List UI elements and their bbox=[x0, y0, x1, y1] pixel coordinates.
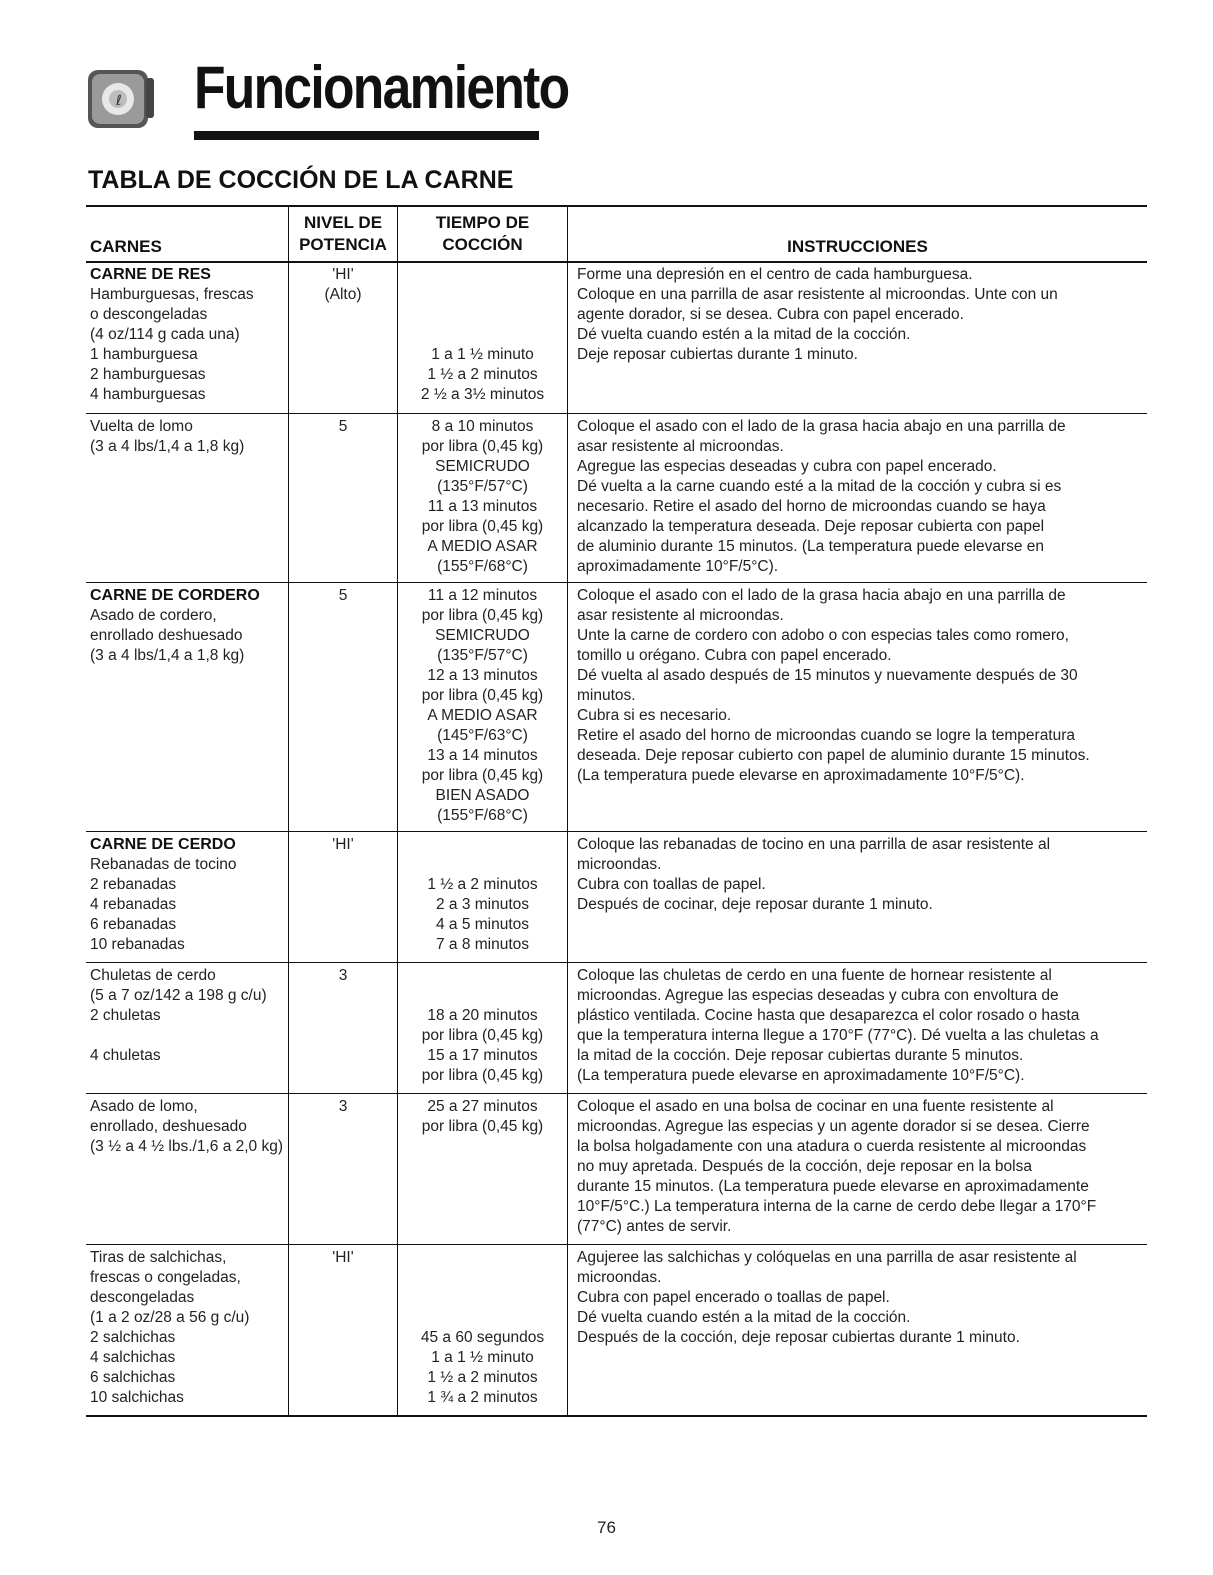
row-divider bbox=[86, 1244, 1147, 1245]
cooking-time: 25 a 27 minutos por libra (0,45 kg) bbox=[421, 1098, 544, 1135]
table-row-meat bbox=[90, 265, 254, 405]
table-row-meat bbox=[90, 417, 244, 457]
meat-description: Vuelta de lomo (3 a 4 lbs/1,4 a 1,8 kg) bbox=[90, 418, 245, 455]
meat-description: Hamburguesas, frescas o descongeladas (4 oz/114 g cada una) 1 hamburguesa 2 hamburguesas 4 hamburguesas bbox=[90, 286, 254, 403]
meat-description: Rebanadas de tocino 2 rebanadas 4 rebanadas 6 rebanadas 10 rebanadas bbox=[90, 856, 237, 953]
row-divider bbox=[86, 413, 1147, 414]
page-number: 76 bbox=[597, 1518, 616, 1537]
column-header-carnes: CARNES bbox=[90, 237, 162, 256]
microwave-logo-icon bbox=[86, 64, 156, 132]
column-header-nivel bbox=[289, 212, 397, 256]
column-header-tiempo-line: TIEMPO DE bbox=[435, 213, 530, 232]
power-level: 3 bbox=[338, 1098, 348, 1115]
instructions-text: Agujeree las salchichas y colóquelas en una parrilla de asar resistente al microondas. Cubra con papel encerado o toallas de papel. Dé vuelta cuando estén a la mitad de la cocción. Después de la cocción, deje reposar cubiertas durante 1 minuto. bbox=[577, 1249, 1077, 1346]
power-level: 'HI' (Alto) bbox=[324, 266, 362, 303]
instructions-text: Forme una depresión en el centro de cada hamburguesa. Coloque en una parrilla de asar resistente al microondas. Unte con un agente dorador, si se desea. Cubra con papel encerado. Dé vuelta cuando estén a la mitad de la cocción. Deje reposar cubiertas durante 1 minuto. bbox=[577, 266, 1058, 363]
column-header-nivel-line: NIVEL DE bbox=[303, 213, 383, 232]
instructions-text: Coloque el asado en una bolsa de cocinar en una fuente resistente al microondas. Agregue las especias y un agente dorador si se desea. Cierre la bolsa holgadamente con una atadura o cuerda resistente al microondas no muy apretada. Después de la cocción, deje reposar en la bolsa durante 15 minutos. (La temperatura puede elevarse en aproximadamente 10°F/5°C.) La temperatura interna de la carne de cerdo debe llegar a 170°F (77°C) antes de servir. bbox=[577, 1098, 1097, 1235]
instructions-text: Coloque las rebanadas de tocino en una parrilla de asar resistente al microondas. Cubra con toallas de papel. Después de cocinar, deje reposar durante 1 minuto. bbox=[577, 836, 1051, 913]
table-row-meat bbox=[90, 966, 267, 1066]
instructions-text: Coloque el asado con el lado de la grasa hacia abajo en una parrilla de asar resistente al microondas. Unte la carne de cordero con adobo o con especias tales como romero, tomillo u orégano. Cubra con papel encerado. Dé vuelta al asado después de 15 minutos y nuevamente después de 30 minutos. Cubra si es necesario. Retire el asado del horno de microondas cuando se logre la temperatura deseada. Deje reposar cubierto con papel de aluminio durante 15 minutos. (La temperatura puede elevarse en aproximadamente 10°F/5°C). bbox=[577, 587, 1090, 784]
column-header-tiempo-line: COCCIÓN bbox=[442, 235, 523, 254]
cooking-time: 1 ½ a 2 minutos 2 a 3 minutos 4 a 5 minutos 7 a 8 minutos bbox=[427, 876, 538, 953]
meat-category-title: CARNE DE CERDO bbox=[90, 836, 236, 853]
power-level: 5 bbox=[338, 418, 348, 435]
instructions-text: Coloque el asado con el lado de la grasa hacia abajo en una parrilla de asar resistente al microondas. Agregue las especias deseadas y cubra con papel encerado. Dé vuelta a la carne cuando esté a la mitad de la cocción y cubra si es necesario. Retire el asado del horno de microondas cuando se haya alcanzado la temperatura deseada. Deje reposar cubierta con papel de aluminio durante 15 minutos. (La temperatura puede elevarse en aproximadamente 10°F/5°C). bbox=[577, 418, 1066, 575]
cooking-time: 8 a 10 minutos por libra (0,45 kg) SEMICRUDO (135°F/57°C) 11 a 13 minutos por libra (0,45 kg) A MEDIO ASAR (155°F/68°C) bbox=[421, 418, 544, 575]
row-divider bbox=[86, 1093, 1147, 1094]
table-bottom-rule bbox=[86, 1415, 1147, 1417]
column-header-tiempo bbox=[398, 212, 567, 256]
column-divider bbox=[288, 206, 289, 1417]
column-header-nivel-line: POTENCIA bbox=[299, 235, 387, 254]
cooking-time: 18 a 20 minutos por libra (0,45 kg) 15 a 17 minutos por libra (0,45 kg) bbox=[421, 1007, 544, 1084]
table-row-meat bbox=[90, 835, 237, 955]
table-row-meat bbox=[90, 1248, 249, 1408]
column-header-instrucciones: INSTRUCCIONES bbox=[787, 237, 928, 256]
cooking-time: 11 a 12 minutos por libra (0,45 kg) SEMICRUDO (135°F/57°C) 12 a 13 minutos por libra (0,45 kg) A MEDIO ASAR (145°F/63°C) 13 a 14 minutos por libra (0,45 kg) BIEN ASADO (155°F/68°C) bbox=[421, 587, 544, 824]
table-header-rule bbox=[86, 261, 1147, 263]
instructions-text: Coloque las chuletas de cerdo en una fuente de hornear resistente al microondas. Agregue las especias deseadas y cubra con envoltura de plástico ventilada. Cocine hasta que desaparezca el color rosado o hasta que la temperatura interna llegue a 170°F (77°C). Dé vuelta a las chuletas a la mitad de la cocción. Deje reposar cubiertas durante 5 minutos. (La temperatura puede elevarse en aproximadamente 10°F/5°C). bbox=[577, 967, 1099, 1084]
table-row-meat bbox=[90, 586, 260, 666]
page-title: Funcionamiento bbox=[194, 54, 569, 121]
row-divider bbox=[86, 962, 1147, 963]
meat-description: Asado de lomo, enrollado, deshuesado (3 ½ a 4 ½ lbs./1,6 a 2,0 kg) bbox=[90, 1098, 284, 1155]
power-level: 3 bbox=[338, 967, 348, 984]
meat-description: Tiras de salchichas, frescas o congeladas, descongeladas (1 a 2 oz/28 a 56 g c/u) 2 salchichas 4 salchichas 6 salchichas 10 salchichas bbox=[90, 1249, 250, 1406]
meat-description: Chuletas de cerdo (5 a 7 oz/142 a 198 g c/u) 2 chuletas 4 chuletas bbox=[90, 967, 267, 1064]
meat-description: Asado de cordero, enrollado deshuesado (3 a 4 lbs/1,4 a 1,8 kg) bbox=[90, 607, 245, 664]
section-title: TABLA DE COCCIÓN DE LA CARNE bbox=[88, 166, 514, 194]
power-level: 'HI' bbox=[332, 836, 354, 853]
table-top-rule bbox=[86, 205, 1147, 207]
power-level: 5 bbox=[338, 587, 348, 604]
title-underline bbox=[194, 131, 539, 140]
meat-category-title: CARNE DE RES bbox=[90, 266, 211, 283]
table-row-meat bbox=[90, 1097, 283, 1157]
power-level: 'HI' bbox=[332, 1249, 354, 1266]
row-divider bbox=[86, 831, 1147, 832]
cooking-time: 1 a 1 ½ minuto 1 ½ a 2 minutos 2 ½ a 3½ minutos bbox=[420, 346, 545, 403]
meat-category-title: CARNE DE CORDERO bbox=[90, 587, 260, 604]
row-divider bbox=[86, 582, 1147, 583]
svg-text:ℓ: ℓ bbox=[116, 93, 122, 109]
cooking-time: 45 a 60 segundos 1 a 1 ½ minuto 1 ½ a 2 minutos 1 ¾ a 2 minutos bbox=[420, 1329, 545, 1406]
column-divider bbox=[567, 206, 568, 1417]
